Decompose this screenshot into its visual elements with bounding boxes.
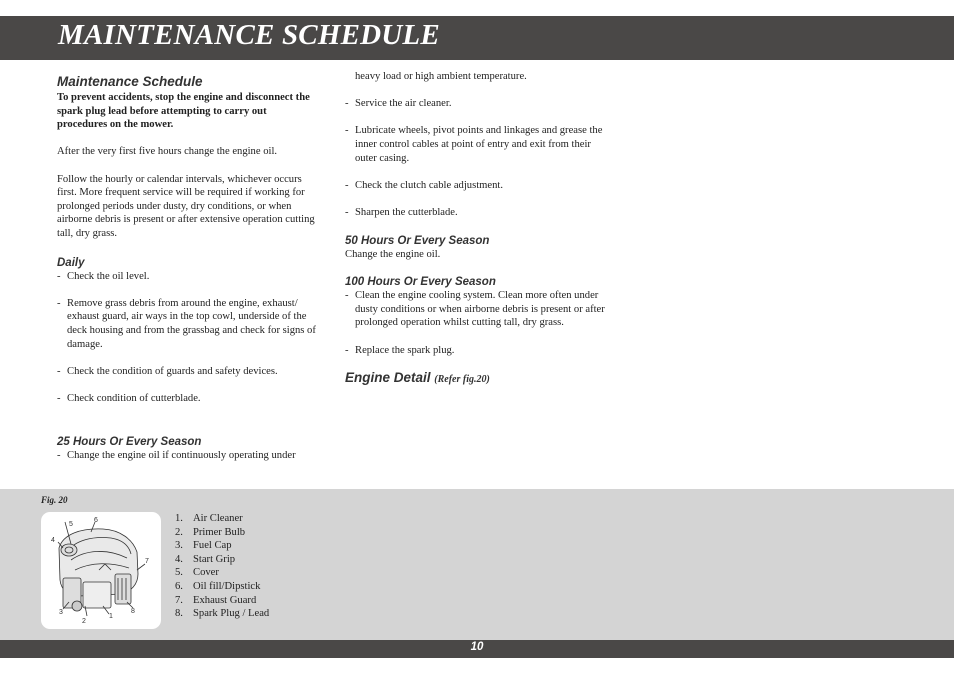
legend-item: 3. Fuel Cap bbox=[175, 540, 232, 552]
callout-2: 2 bbox=[82, 618, 86, 625]
page-title: MAINTENANCE SCHEDULE bbox=[58, 19, 440, 51]
100-hours-heading: 100 Hours Or Every Season bbox=[345, 276, 496, 289]
engine-illustration bbox=[41, 512, 161, 629]
callout-8: 8 bbox=[131, 608, 135, 615]
header-bar bbox=[0, 16, 954, 60]
25-hours-item: - Lubricate wheels, pivot points and linkages and grease the inner control cables at point of entry and exit from their outer casing. bbox=[345, 124, 607, 165]
50-hours-heading: 50 Hours Or Every Season bbox=[345, 234, 490, 247]
legend-item: 6. Oil fill/Dipstick bbox=[175, 580, 261, 592]
legend-item: 1. Air Cleaner bbox=[175, 513, 243, 524]
25-hours-item: - Check the clutch cable adjustment. bbox=[345, 179, 607, 193]
left-column bbox=[57, 73, 319, 463]
daily-item: - Check condition of cutterblade. bbox=[57, 392, 319, 406]
25-hours-item: - Service the air cleaner. bbox=[345, 97, 607, 111]
25-hours-item: - Change the engine oil if continuously operating under bbox=[57, 449, 319, 463]
callout-7: 7 bbox=[145, 558, 149, 565]
callout-3: 3 bbox=[59, 609, 63, 616]
legend-item: 7. Exhaust Guard bbox=[175, 594, 257, 606]
callout-1: 1 bbox=[109, 613, 113, 620]
25-hours-heading: 25 Hours Or Every Season bbox=[57, 436, 202, 449]
figure-legend bbox=[175, 512, 269, 621]
25-hours-item-continuation: heavy load or high ambient temperature. bbox=[355, 71, 527, 82]
50-hours-text: Change the engine oil. bbox=[345, 248, 441, 260]
daily-item: - Check the oil level. bbox=[57, 270, 319, 284]
100-hours-item: - Replace the spark plug. bbox=[345, 344, 607, 358]
engine-detail-heading bbox=[345, 369, 607, 389]
engine-detail-reference: (Refer fig.20) bbox=[434, 374, 490, 386]
engine-detail-title: Engine Detail bbox=[345, 370, 431, 386]
legend-item: 4. Start Grip bbox=[175, 553, 236, 565]
engine-diagram bbox=[41, 512, 161, 629]
100-hours-item: - Clean the engine cooling system. Clean more often under dusty conditions or when airborne debris is present or after prolonged operation whilst cutting tall, dry grass. bbox=[345, 289, 607, 330]
middle-column bbox=[345, 70, 607, 389]
footer-bar bbox=[0, 640, 954, 658]
daily-item: - Check the condition of guards and safety devices. bbox=[57, 365, 319, 379]
figure-panel bbox=[0, 489, 954, 640]
legend-item: 2. Primer Bulb bbox=[175, 526, 246, 538]
first-oil-change-text: After the very first five hours change the engine oil. bbox=[57, 146, 278, 158]
page-number: 10 bbox=[470, 641, 484, 653]
legend-item: 5. Cover bbox=[175, 567, 219, 579]
25-hours-item: - Sharpen the cutterblade. bbox=[345, 206, 607, 220]
callout-6: 6 bbox=[94, 517, 98, 524]
service-intervals-text: Follow the hourly or calendar intervals, whichever occurs first. More frequent service will be required if working for prolonged periods under dusty, dry conditions, or when airborne debris is present or after extensive operation cutting tall, dry grass. bbox=[57, 173, 315, 239]
maintenance-schedule-heading: Maintenance Schedule bbox=[57, 74, 203, 89]
callout-5: 5 bbox=[69, 521, 73, 528]
safety-warning: To prevent accidents, stop the engine and disconnect the spark plug lead before attempting to carry out procedures on the mower. bbox=[57, 92, 310, 131]
daily-item: - Remove grass debris from around the engine, exhaust/ exhaust guard, air ways in the top cowl, underside of the deck housing and from the grassbag and check for signs of damage. bbox=[57, 297, 319, 351]
figure-label: Fig. 20 bbox=[41, 495, 68, 505]
daily-heading: Daily bbox=[57, 256, 85, 269]
legend-item: 8. Spark Plug / Lead bbox=[175, 608, 270, 620]
callout-4: 4 bbox=[51, 537, 55, 544]
